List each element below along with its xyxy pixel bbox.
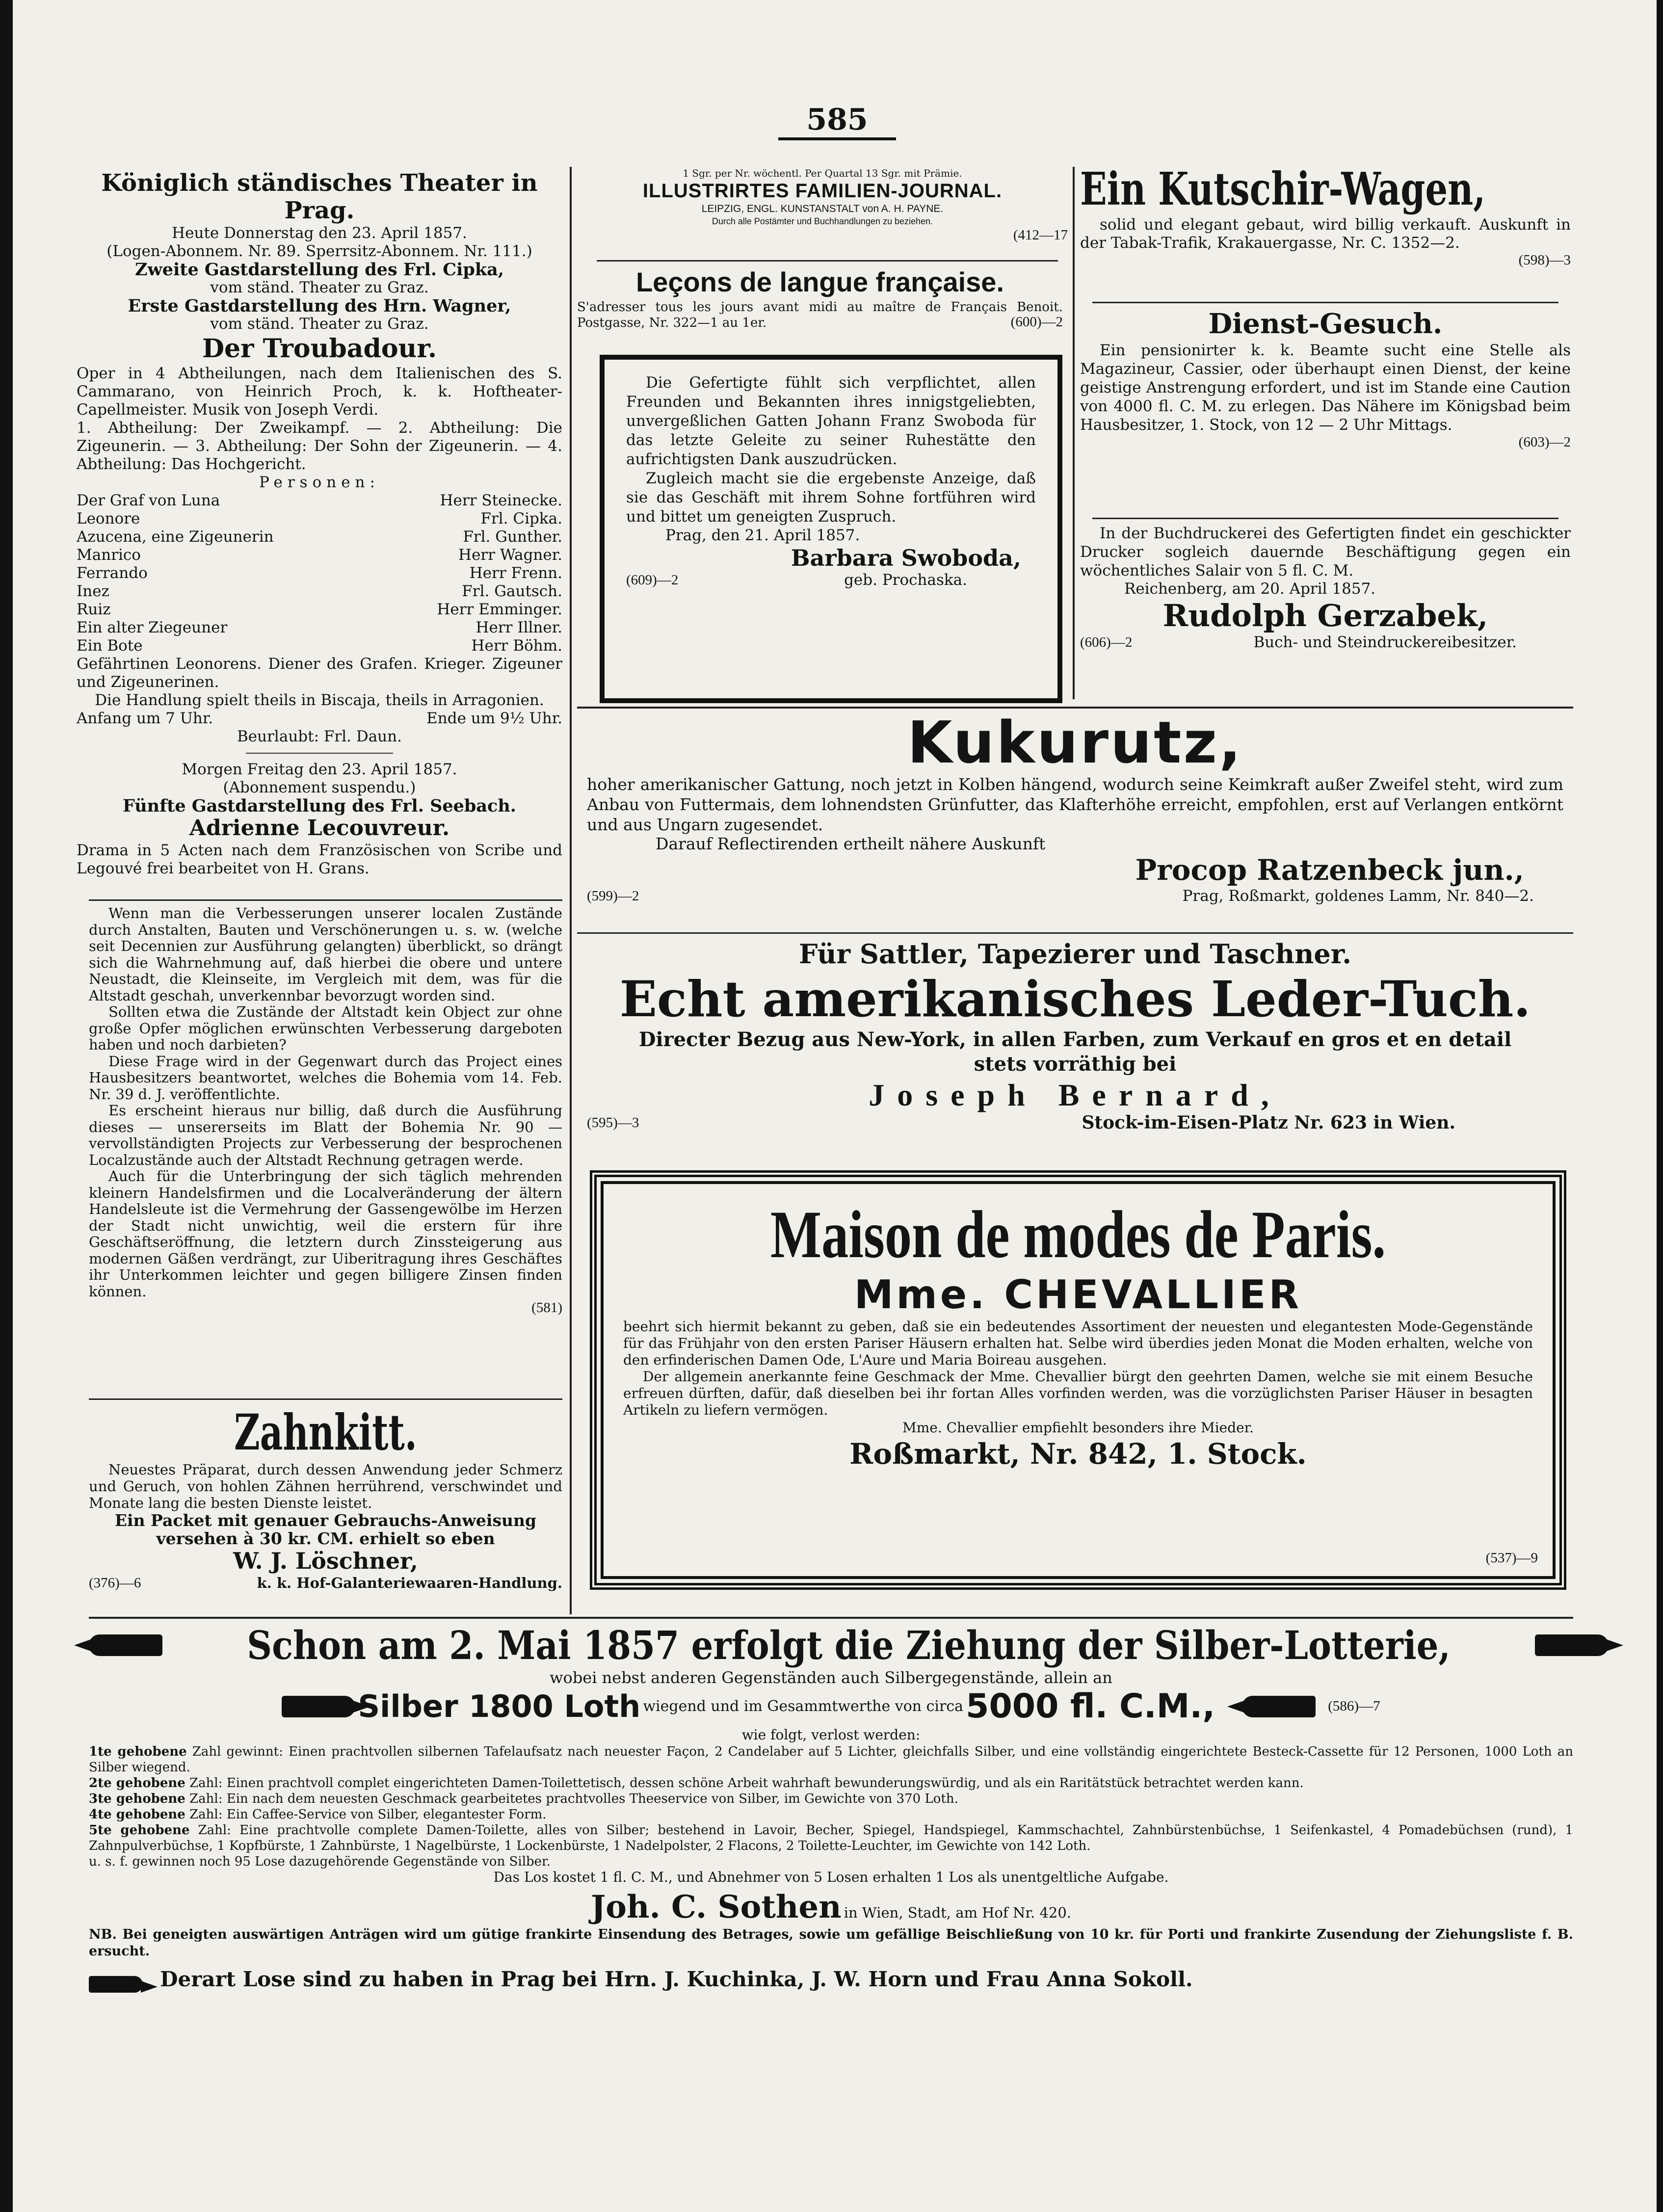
- theater-persons-heading: Personen:: [259, 474, 380, 491]
- rule-altstadt-end: [89, 1398, 562, 1400]
- pointing-hand-icon: [282, 1696, 355, 1717]
- rule-wide-2: [577, 932, 1573, 934]
- leder-body1: Directer Bezug aus New-York, in allen Farben, zum Verkauf en gros et en detail: [638, 1028, 1512, 1051]
- maison-paragraph1: beehrt sich hiermit bekannt zu geben, daß sie ein bedeutendes Assortiment der neuesten und elegantesten Mode-Gegenstände für das Frühjahr von den ersten Pariser Häusern erhalten hat. Selbe wird überdies jeden Monat die Moden erhalten, welche von den erfinderischen Damen Ode, L'Aure und Maria Boireau ausgehen.: [623, 1318, 1533, 1368]
- dienst-ref: (603)—2: [1518, 434, 1571, 450]
- leder-ref: (595)—3: [587, 1115, 639, 1131]
- zahnkitt-pack-line2: versehen à 30 kr. CM. erhielt so eben: [156, 1529, 495, 1548]
- page-number-block: [778, 104, 896, 140]
- leder-body2: stets vorräthig bei: [974, 1053, 1177, 1076]
- lotterie-prag: Derart Lose sind zu haben in Prag bei Hrn. J. Kuchinka, J. W. Horn und Frau Anna Sokoll.: [160, 1967, 1193, 1991]
- pointing-hand-icon: [89, 1634, 162, 1656]
- altstadt-paragraph: Auch für die Unterbringung der sich täglich mehrenden kleinern Handelsfirmen und die Localveränderung der ältern Handelsleute ist die Vermehrung der Gassengewölbe im Herzen der Stadt nicht unwichtig, weil die erstern für ihre Geschäftseröffnung, die letztern durch Zinssteigerung aus modernen Gäßen verdrängt, zur Uiberitragung ihres Geschäftes ihr Unterkommen leichter und gegen billigere Zinsen finden können.: [89, 1168, 562, 1300]
- pointing-hand-icon: [1242, 1696, 1316, 1717]
- cast-role: Inez: [77, 582, 109, 600]
- cast-row: [77, 546, 562, 564]
- prize-item: [89, 1775, 1573, 1791]
- lecons-body: S'adresser tous les jours avant midi au maître de Français Benoit. Postgasse, Nr. 322—1 au 1er.: [577, 300, 1063, 330]
- leder-name: Joseph Bernard,: [869, 1078, 1282, 1112]
- zahnkitt-footer: [89, 1574, 562, 1592]
- lotterie-prag-row: [89, 1966, 1573, 1993]
- kukurutz-title: Kukurutz,: [907, 709, 1243, 776]
- maison-name: Mme. CHEVALLIER: [854, 1272, 1302, 1317]
- prize-label: 4te gehobene: [89, 1807, 185, 1822]
- prize-text: Zahl gewinnt: Einen prachtvollen silbernen Tafelaufsatz nach neuester Façon, 2 Candelaber auf 5 Lichter, gleichfalls Silber, und eine vollständig eingerichtete Besteck-Cassette für 12 Personen, 1000 Loth an Silber wiegend.: [89, 1744, 1573, 1775]
- maison-frame: [601, 1181, 1556, 1579]
- leder-addr: Stock-im-Eisen-Platz Nr. 623 in Wien.: [1082, 1112, 1455, 1133]
- theater-on-leave: Beurlaubt: Frl. Daun.: [237, 728, 402, 745]
- theater-title: Königlich ständisches Theater in Prag.: [101, 169, 538, 224]
- journal-ref: (412—17: [1013, 227, 1068, 243]
- theater-extras: Gefährtinen Leonorens. Diener des Grafen. Krieger. Zigeuner und Zigeunerinen.: [77, 655, 562, 691]
- kutschir-title: Ein Kutschir-Wagen,: [1080, 162, 1486, 215]
- cast-row: [77, 619, 562, 637]
- swoboda-paragraph2: Zugleich macht sie die ergebenste Anzeige, daß sie das Geschäft mit ihrem Sohne fortführen wird und bittet um geneigten Zuspruch.: [626, 470, 1036, 526]
- lotterie-price: Das Los kostet 1 fl. C. M., und Abnehmer von 5 Losen erhalten 1 Los als unentgeltliche Aufgabe.: [493, 1869, 1169, 1885]
- column-rule-left: [570, 167, 572, 1614]
- zahnkitt-pack-line1: Ein Packet mit genauer Gebrauchs-Anweisung: [114, 1511, 537, 1530]
- lotterie-ad: [89, 1622, 1573, 1993]
- cast-row: [77, 601, 562, 619]
- maison-paragraph2: Der allgemein anerkannte feine Geschmack der Mme. Chevallier bürgt den geehrten Damen, welche sie mit einem Besuche erfreuen dürften, dafür, daß dieselben bei ihr fortan Alles vorfinden werden, was die vorzüglichsten Pariser Häuser in besagten Artikeln zu liefern vermögen.: [623, 1369, 1533, 1418]
- maison-title: Maison de modes de Paris.: [770, 1197, 1386, 1272]
- tomorrow-play-title: Adrienne Lecouvreur.: [189, 816, 450, 841]
- zahnkitt-title: Zahnkitt.: [234, 1403, 417, 1461]
- cast-row: [77, 637, 562, 655]
- lotterie-prizes: [89, 1744, 1573, 1885]
- cast-role: Azucena, eine Zigeunerin: [77, 528, 274, 546]
- cast-row: [77, 510, 562, 528]
- lotterie-headline-row: [89, 1622, 1573, 1669]
- altstadt-paragraph: Wenn man die Verbesserungen unserer localen Zustände durch Anstalten, Bauten und Verschönerungen u. s. w. (welche seit Decennien zur Ausführung gelangten) überblickt, so drängt sich die Wahrnehmung auf, daß hierbei die obere und untere Neustadt, die Kleinseite, im Vergleich mit dem, was für die Altstadt geschah, unverkennbar bevorzugt worden sind.: [89, 905, 562, 1004]
- lotterie-headline: Schon am 2. Mai 1857 erfolgt die Ziehung der Silber-Lotterie,: [247, 1622, 1451, 1668]
- tomorrow-guest: Fünfte Gastdarstellung des Frl. Seebach.: [123, 796, 516, 816]
- maison-ref: (537)—9: [1485, 1550, 1538, 1566]
- prize-label: 3te gehobene: [89, 1791, 185, 1806]
- zahnkitt-ad: [89, 1403, 562, 1592]
- cast-actor: Frl. Gautsch.: [462, 582, 562, 600]
- kutschir-body: solid und elegant gebaut, wird billig verkauft. Auskunft in der Tabak-Trafik, Krakauergasse, Nr. C. 1352—2.: [1080, 216, 1571, 252]
- prize-item: [89, 1822, 1573, 1854]
- tomorrow-abonnement: (Abonnement suspendu.): [223, 779, 416, 796]
- kukurutz-name: Procop Ratzenbeck jun.,: [1135, 853, 1524, 887]
- swoboda-footer: [626, 571, 1036, 589]
- lotterie-seller-row: [89, 1888, 1573, 1926]
- kutschir-ad: [1080, 162, 1571, 268]
- cast-actor: Herr Illner.: [475, 619, 562, 636]
- page-number: 585: [806, 103, 868, 137]
- kukurutz-ad: [577, 711, 1573, 905]
- rule-journal-end: [597, 260, 1058, 262]
- kukurutz-footer: [577, 887, 1573, 905]
- tomorrow-play-description: Drama in 5 Acten nach dem Französischen von Scribe und Legouvé frei bearbeitet von H. Grans.: [77, 842, 562, 877]
- journal-publisher: LEIPZIG, ENGL. KUNSTANSTALT von A. H. PAYNE.: [701, 203, 944, 214]
- rule-dienst-end: [1092, 518, 1558, 519]
- lecons-title: Leçons de langue française.: [635, 266, 1004, 297]
- cast-role: Leonore: [77, 510, 140, 527]
- cast-role: Ferrando: [77, 564, 148, 582]
- zahnkitt-seller-sub: k. k. Hof-Galanteriewaaren-Handlung.: [257, 1575, 562, 1591]
- cast-role: Manrico: [77, 546, 141, 564]
- swoboda-name: Barbara Swoboda,: [791, 545, 1021, 571]
- druckerei-date: Reichenberg, am 20. April 1857.: [1124, 580, 1376, 598]
- prize-text: Zahl: Einen prachtvoll complet eingerichteten Damen-Toilettetisch, dessen schöne Arbeit wahrhaft bewunderungswürdig, und als ein Raritätstück betrachtet werden kann.: [189, 1776, 1304, 1791]
- dienst-title: Dienst-Gesuch.: [1208, 308, 1443, 340]
- swoboda-ref: (609)—2: [626, 572, 679, 588]
- kukurutz-addr: Prag, Roßmarkt, goldenes Lamm, Nr. 840—2.: [1182, 887, 1534, 905]
- theater-setting: Die Handlung spielt theils in Biscaja, theils in Arragonien.: [95, 691, 544, 709]
- newspaper-page: [13, 0, 1657, 2212]
- lotterie-usw: u. s. f. gewinnen noch 95 Lose dazugehörende Gegenstände von Silber.: [89, 1854, 551, 1869]
- lotterie-sub: wobei nebst anderen Gegenständen auch Silbergegenstände, allein an: [550, 1668, 1112, 1687]
- altstadt-paragraph: Diese Frage wird in der Gegenwart durch das Project eines Hausbesitzers beantwortet, welches die Bohemia vom 14. Feb. Nr. 39 d. J. veröffentlichte.: [89, 1053, 562, 1103]
- lotterie-value: 5000 fl. C.M.,: [966, 1687, 1215, 1726]
- lecons-ad: [577, 265, 1063, 330]
- theater-play-title: Der Troubadour.: [202, 334, 437, 364]
- druckerei-ad: [1080, 524, 1571, 652]
- rule-kutschir-end: [1092, 302, 1558, 303]
- cast-actor: Herr Frenn.: [469, 564, 562, 582]
- altstadt-ref: (581): [531, 1300, 562, 1316]
- druckerei-body: In der Buchdruckerei des Gefertigten findet ein geschickter Drucker sogleich dauernde Beschäftigung gegen ein wöchentliches Salair von 5 fl. C. M.: [1080, 525, 1571, 579]
- altstadt-article: [89, 905, 562, 1316]
- theater-announcement: [77, 169, 562, 878]
- prize-item: [89, 1744, 1573, 1775]
- swoboda-nee: geb. Prochaska.: [844, 571, 967, 589]
- kutschir-ref: (598)—3: [1518, 252, 1571, 268]
- cast-actor: Herr Emminger.: [437, 601, 562, 618]
- pointing-hand-icon: [1535, 1634, 1609, 1656]
- leder-footer: [577, 1114, 1573, 1132]
- cast-role: Der Graf von Luna: [77, 492, 220, 509]
- pointing-hand-icon: [89, 1976, 143, 1993]
- druckerei-sub: Buch- und Steindruckereibesitzer.: [1253, 633, 1517, 651]
- theater-acts: 1. Abtheilung: Der Zweikampf. — 2. Abtheilung: Die Zigeunerin. — 3. Abtheilung: Der Sohn der Zigeunerin. — 4. Abtheilung: Das Hochgericht.: [77, 419, 562, 473]
- tomorrow-date: Morgen Freitag den 23. April 1857.: [182, 761, 457, 778]
- theater-guest2-origin: vom ständ. Theater zu Graz.: [210, 315, 429, 333]
- journal-title: ILLUSTRIRTES FAMILIEN-JOURNAL.: [642, 180, 1003, 202]
- cast-row: [77, 564, 562, 582]
- prize-label: 5te gehobene: [89, 1823, 190, 1838]
- theater-guest2: Erste Gastdarstellung des Hrn. Wagner,: [128, 296, 511, 316]
- journal-distribution: Durch alle Postämter und Buchhandlungen zu beziehen.: [712, 216, 933, 226]
- maison-paragraph3: Mme. Chevallier empfiehlt besonders ihre Mieder.: [902, 1420, 1254, 1436]
- theater-times: [77, 710, 562, 728]
- kukurutz-body2: Darauf Reflectirenden ertheilt nähere Auskunft: [656, 834, 1046, 853]
- cast-actor: Herr Böhm.: [471, 637, 562, 655]
- prize-text: Zahl: Eine prachtvolle complete Damen-Toilette, alles von Silber; bestehend in Lavoir, Becher, Spiegel, Handspiegel, Kammschachtel, Zahnbürstenbüchse, 1 Seifenkastel, 4 Pomadebüchsen (rund), 1 Zahnpulverbüchse, 1 Kopfbürste, 1 Zahnbürste, 1 Nagelbürste, 1 Lockenbürste, 1 Nadelpolster, 2 Flacons, 2 Toilette-Leuchter, im Gewichte von 142 Loth.: [89, 1823, 1573, 1853]
- theater-abonnement: (Logen-Abonnem. Nr. 89. Sperrsitz-Abonnem. Nr. 111.): [106, 242, 532, 260]
- column-rule-right: [1073, 167, 1075, 699]
- druckerei-name: Rudolph Gerzabek,: [1162, 598, 1488, 633]
- maison-address: Roßmarkt, Nr. 842, 1. Stock.: [849, 1437, 1307, 1471]
- zahnkitt-seller: W. J. Löschner,: [233, 1548, 418, 1574]
- prize-label: 2te gehobene: [89, 1776, 185, 1791]
- druckerei-ref: (606)—2: [1080, 634, 1133, 650]
- journal-ad: [577, 167, 1068, 243]
- theater-guest1-origin: vom ständ. Theater zu Graz.: [210, 279, 429, 296]
- theater-start: Anfang um 7 Uhr.: [77, 710, 213, 727]
- lotterie-nb: NB. Bei geneigten auswärtigen Anträgen wird um gütige frankirte Einsendung des Betrages, sowie um gefällige Beischließung von 10 kr. für Porti und frankirte Zusendung der Ziehungsliste f. B. ersucht.: [89, 1927, 1573, 1959]
- lotterie-silber-desc: wiegend und im Gesammtwerthe von circa: [643, 1698, 964, 1715]
- swoboda-paragraph1: Die Gefertigte fühlt sich verpflichtet, allen Freunden und Bekannten ihres innigstgeliebten, unvergeßlichen Gatten Johann Franz Swoboda für das letzte Geleite zu seiner Ruhestätte den aufrichtigsten Dank auszudrücken.: [626, 374, 1036, 468]
- prize-item: [89, 1807, 1573, 1822]
- prize-label: 1te gehobene: [89, 1744, 187, 1759]
- prize-text: Zahl: Ein Caffee-Service von Silber, elegantester Form.: [189, 1807, 547, 1822]
- theater-guest1: Zweite Gastdarstellung des Frl. Cipka,: [135, 260, 504, 280]
- lotterie-seller-address: in Wien, Stadt, am Hof Nr. 420.: [844, 1904, 1072, 1921]
- cast-row: [77, 528, 562, 546]
- kukurutz-body: hoher amerikanischer Gattung, noch jetzt in Kolben hängend, wodurch seine Keimkraft außer Zweifel steht, wird zum Anbau von Futtermais, dem lohnendsten Grünfutter, das Klafterhöhe erreicht, empfohlen, erst auf Verlangen entkörnt und aus Ungarn zugesendet.: [587, 775, 1563, 834]
- theater-date: Heute Donnerstag den 23. April 1857.: [172, 224, 467, 242]
- theater-play-description: Oper in 4 Abtheilungen, nach dem Italienischen des S. Cammarano, von Heinrich Proch, k. k. Hoftheater-Capellmeister. Musik von Joseph Verdi.: [77, 365, 562, 419]
- druckerei-footer: [1080, 633, 1571, 652]
- zahnkitt-ref: (376)—6: [89, 1575, 141, 1591]
- cast-role: Ein alter Ziegeuner: [77, 619, 228, 636]
- prize-text: Zahl: Ein nach dem neuesten Geschmack gearbeitetes prachtvolles Theeservice von Silber, im Gewichte von 370 Loth.: [189, 1791, 958, 1806]
- separator: [246, 753, 393, 754]
- cast-role: Ruiz: [77, 601, 111, 618]
- rule-theater-end: [89, 899, 562, 901]
- dienst-body: Ein pensionirter k. k. Beamte sucht eine Stelle als Magazineur, Cassier, oder überhaupt einen Dienst, der keine geistige Anstrengung erfordert, und ist im Stande eine Caution von 4000 fl. C. M. zu erlegen. Das Nähere im Königsbad beim Hausbesitzer, 1. Stock, von 12 — 2 Uhr Mittags.: [1080, 342, 1571, 434]
- page-number-underline: [778, 137, 896, 140]
- cast-role: Ein Bote: [77, 637, 143, 655]
- dienst-ad: [1080, 307, 1571, 450]
- cast-actor: Herr Wagner.: [458, 546, 562, 564]
- maison-ad: [590, 1170, 1566, 1590]
- journal-price: 1 Sgr. per Nr. wöchentl. Per Quartal 13 Sgr. mit Prämie.: [683, 167, 962, 179]
- cast-row: [77, 582, 562, 601]
- prize-item: [89, 1791, 1573, 1807]
- cast-actor: Herr Steinecke.: [440, 492, 562, 509]
- cast-actor: Frl. Cipka.: [480, 510, 562, 527]
- lotterie-silber: Silber 1800 Loth: [358, 1688, 641, 1724]
- lecons-ref: (600)—2: [1010, 314, 1063, 330]
- swoboda-date: Prag, den 21. April 1857.: [665, 527, 860, 544]
- zahnkitt-body: Neuestes Präparat, durch dessen Anwendung jeder Schmerz und Geruch, von hohlen Zähnen herrührend, verschwindet und Monate lang die besten Dienste leistet.: [89, 1461, 562, 1511]
- lotterie-follows: wie folgt, verlost werden:: [741, 1727, 921, 1743]
- swoboda-notice: [600, 355, 1062, 703]
- lotterie-silber-row: [89, 1687, 1573, 1726]
- lotterie-seller: Joh. C. Sothen: [590, 1889, 842, 1925]
- altstadt-paragraph: Sollten etwa die Zustände der Altstadt kein Object zur ohne große Opfer möglichen erwünschten Verbesserung dargeboten haben und noch darbieten?: [89, 1003, 562, 1053]
- leder-ad: [577, 937, 1573, 1132]
- kukurutz-ref: (599)—2: [587, 888, 639, 904]
- rule-lotterie-top: [89, 1617, 1573, 1619]
- theater-end: Ende um 9½ Uhr.: [426, 710, 562, 727]
- cast-actor: Frl. Gunther.: [463, 528, 562, 546]
- leder-title: Echt amerikanisches Leder-Tuch.: [619, 970, 1531, 1028]
- leder-line1: Für Sattler, Tapezierer und Taschner.: [798, 938, 1351, 970]
- cast-row: [77, 492, 562, 510]
- altstadt-paragraph: Es erscheint hieraus nur billig, daß durch die Ausführung dieses — unsererseits im Blatt der Bohemia Nr. 90 — vervollständigten Projects zur Verbesserung der besprochenen Localzustände auch der Altstadt Rechnung getragen werde.: [89, 1102, 562, 1168]
- lotterie-ref: (586)—7: [1328, 1698, 1380, 1714]
- cast-list: [77, 492, 562, 655]
